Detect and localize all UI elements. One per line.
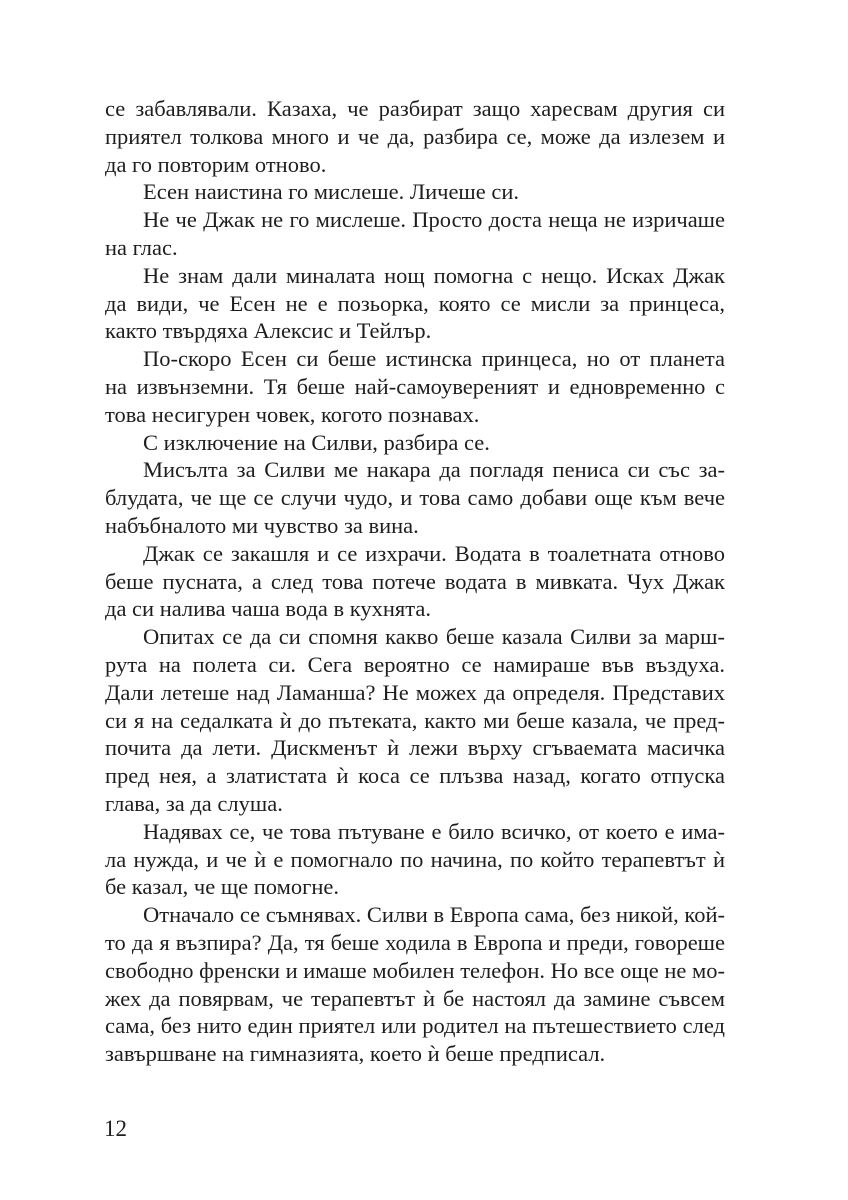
text-line: беше пусната, а след това потече водата в мивката. Чух Джак: [105, 568, 725, 594]
text-line: Есен наистина го мислеше. Личеше си.: [143, 179, 520, 205]
text-line: си я на седалката ѝ до пътеката, както ми беше казала, че пред-: [105, 707, 725, 733]
text-line: Не че Джак не го мислеше. Просто доста неща не изричаше: [143, 207, 725, 233]
text-line: Отначало се съмнявах. Силви в Европа сама, без никой, кой-: [143, 902, 725, 928]
paragraph: [105, 623, 725, 818]
paragraph: [105, 540, 725, 623]
paragraph: [105, 345, 725, 428]
paragraph: [105, 456, 725, 539]
text-line: Джак се закашля и се изхрачи. Водата в тоалетната отново: [143, 540, 725, 566]
paragraph: [105, 178, 725, 206]
page-number: 12: [104, 1116, 127, 1141]
text-line: на извънземни. Тя беше най-самоувереният и едновременно с: [105, 373, 725, 399]
text-line: това несигурен човек, когото познавах.: [105, 401, 480, 427]
page-text: [105, 95, 725, 1068]
paragraph: [105, 262, 725, 345]
text-line: рута на полета си. Сега вероятно се намираше във въздуха.: [105, 651, 725, 677]
text-line: сама, без нито един приятел или родител на пътешествието след: [105, 1013, 725, 1039]
text-line: набъбналото ми чувство за вина.: [105, 512, 419, 538]
text-line: да си налива чаша вода в кухнята.: [105, 596, 431, 622]
text-line: завършване на гимназията, което ѝ беше предписал.: [105, 1041, 606, 1067]
text-line: свободно френски и имаше мобилен телефон. Но все още не мо-: [105, 957, 725, 983]
text-line: почита да лети. Дискменът ѝ лежи върху сгъваемата масичка: [105, 735, 725, 761]
text-line: пред нея, а златистата ѝ коса се плъзва назад, когато отпуска: [105, 763, 725, 789]
text-line: блудата, че ще се случи чудо, и това само добави още към вече: [105, 485, 725, 511]
text-line: както твърдяха Алексис и Тейлър.: [105, 318, 432, 344]
text-line: Дали летеше над Ламанша? Не можех да определя. Представих: [105, 679, 725, 705]
text-line: Не знам дали миналата нощ помогна с нещо. Исках Джак: [143, 262, 725, 288]
text-line: се забавлявали. Казаха, че разбират защо харесвам другия си: [105, 96, 725, 121]
paragraph: [105, 206, 725, 262]
text-line: приятел толкова много и че да, разбира се, може да излезем и: [105, 123, 725, 149]
text-line: По-скоро Есен си беше истинска принцеса, но от планета: [143, 346, 725, 372]
text-line: глава, за да слуша.: [105, 790, 283, 816]
paragraph: [105, 818, 725, 901]
text-line: то да я възпира? Да, тя беше ходила в Европа и преди, говореше: [105, 929, 725, 955]
text-line: да види, че Есен не е позьорка, която се мисли за принцеса,: [105, 290, 725, 316]
paragraph: [105, 901, 725, 1068]
text-line: ла нужда, и че ѝ е помогнало по начина, по който терапевтът ѝ: [105, 846, 725, 872]
text-line: на глас.: [105, 234, 178, 260]
text-line: С изключение на Силви, разбира се.: [143, 429, 490, 455]
text-line: жех да повярвам, че терапевтът ѝ бе настоял да замине съвсем: [105, 985, 725, 1011]
paragraph: [105, 95, 725, 178]
text-line: Опитах се да си спомня какво беше казала Силви за марш-: [143, 624, 725, 650]
text-line: Мисълта за Силви ме накара да погладя пениса си със за-: [143, 457, 725, 483]
text-line: да го повторим отново.: [105, 151, 327, 177]
text-line: Надявах се, че това пътуване е било всичко, от което е има-: [143, 818, 725, 844]
paragraph: [105, 429, 725, 457]
text-line: бе казал, че ще помогне.: [105, 874, 339, 900]
